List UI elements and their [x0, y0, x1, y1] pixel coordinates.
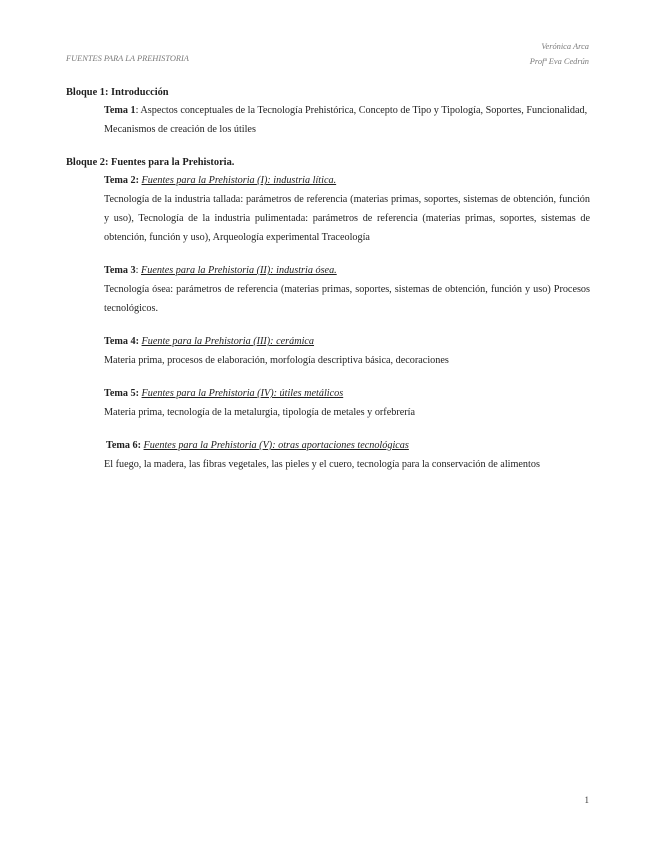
- tema-4: [66, 332, 590, 370]
- bloque-1-title: Bloque 1: Introducción: [66, 87, 169, 98]
- tema-4-title[interactable]: Fuente para la Prehistoria (III): cerámica: [141, 336, 315, 347]
- tema-2-desc: Tecnología de la industria tallada: parámetros de referencia (materias primas, soportes, sistemas de obtención, función y uso), Tecnología de la industria pulimentada: parámetros de referencia (materias primas, soportes, sistemas de obtención, función y uso), Arqueología experimental Traceología: [104, 194, 590, 243]
- tema-3-title[interactable]: Fuentes para la Prehistoria (II): industria ósea.: [141, 265, 337, 276]
- header-course: FUENTES PARA LA PREHISTORIA: [66, 54, 189, 63]
- tema-5: [66, 384, 590, 422]
- tema-5-desc: Materia prima, tecnología de la metalurgia, tipología de metales y orfebrería: [104, 407, 415, 418]
- tema-4-label: Tema 4:: [104, 336, 139, 347]
- tema-5-label: Tema 5:: [104, 388, 139, 399]
- header-right: [530, 39, 589, 69]
- tema-2-title[interactable]: Fuentes para la Prehistoria (I): industria lítica.: [141, 175, 337, 186]
- tema-6-label: Tema 6:: [106, 440, 141, 451]
- tema-3-sep: :: [135, 265, 141, 276]
- tema-3-label: Tema 3: [104, 265, 136, 276]
- tema-1-text: : Aspectos conceptuales de la Tecnología Prehistórica, Concepto de Tipo y Tipología, Soportes, Funcionalidad, Mecanismos de creación de los útiles: [104, 105, 588, 135]
- header-author: Verónica Arca: [541, 42, 589, 51]
- tema-6-desc: El fuego, la madera, las fibras vegetales, las pieles y el cuero, tecnología para la conservación de alimentos: [104, 459, 540, 470]
- header-professor: Profª Eva Cedrún: [529, 57, 589, 66]
- tema-1: [66, 101, 590, 139]
- bloque-2-title: Bloque 2: Fuentes para la Prehistoria.: [66, 157, 235, 168]
- document-body: [66, 84, 590, 474]
- tema-1-label: Tema 1: [104, 105, 136, 116]
- tema-3-desc: Tecnología ósea: parámetros de referencia (materias primas, soportes, sistemas de obtención, función y uso) Procesos tecnológicos.: [104, 284, 590, 314]
- tema-6: [66, 436, 590, 474]
- tema-4-desc: Materia prima, procesos de elaboración, morfología descriptiva básica, decoraciones: [104, 355, 449, 366]
- tema-3: [66, 261, 590, 318]
- page-number: 1: [584, 795, 589, 805]
- tema-2-label: Tema 2:: [104, 175, 139, 186]
- tema-2: [66, 171, 590, 247]
- tema-5-title[interactable]: Fuentes para la Prehistoria (IV): útiles metálicos: [141, 388, 344, 399]
- tema-6-title[interactable]: Fuentes para la Prehistoria (V): otras aportaciones tecnológicas: [143, 440, 409, 451]
